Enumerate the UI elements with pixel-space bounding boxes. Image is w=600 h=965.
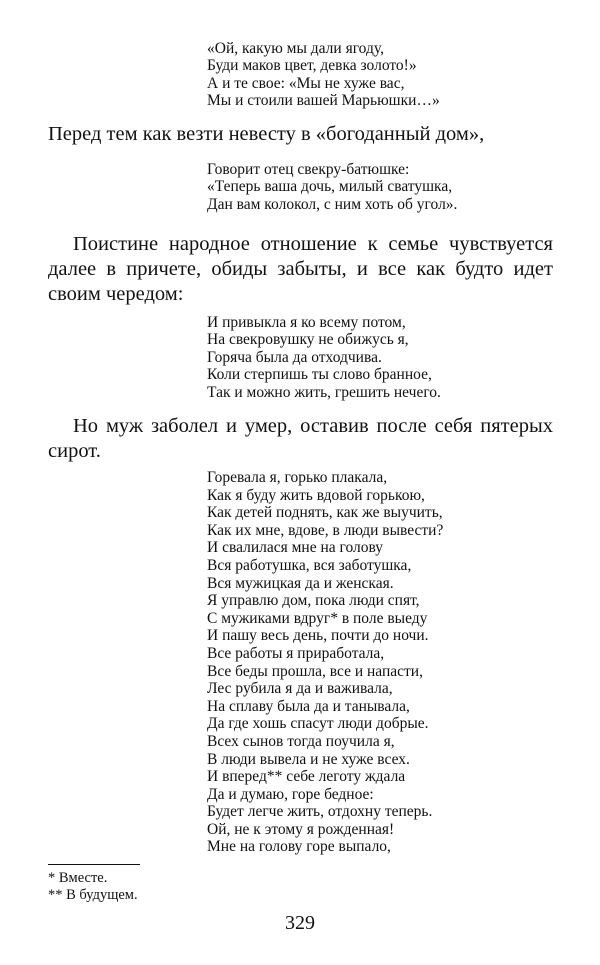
page-number: 329 <box>285 912 315 934</box>
verse-line: «Ой, какую мы дали ягоду, <box>207 40 384 57</box>
verse-line: А и те свое: «Мы не хуже вас, <box>207 74 405 92</box>
verse-line: Мы и стоили вашей Марьюшки…» <box>207 92 440 110</box>
verse-line: И пашу весь день, почти до ночи. <box>207 627 429 645</box>
verse-line: Дан вам колокол, с ним хоть об угол». <box>207 195 458 213</box>
prose-paragraph: Но муж заболел и умер, оставив после себя пятерых сирот. <box>48 415 553 462</box>
verse-line: Как их мне, вдове, в люди вывести? <box>207 521 444 539</box>
verse-line: Все беды прошла, все и напасти, <box>207 662 423 680</box>
verse-line: Как я буду жить вдовой горькою, <box>207 486 425 504</box>
verse-line: Коли стерпишь ты слово бранное, <box>207 366 432 384</box>
verse-line: На свекровушку не обижусь я, <box>207 331 409 349</box>
verse-block-3 <box>207 314 441 401</box>
verse-line: На сплаву была да и танывала, <box>207 697 410 715</box>
verse-line: Горевала я, горько плакала, <box>207 469 388 486</box>
verse-line: Говорит отец свекру-батюшке: <box>207 161 410 178</box>
verse-line: Лес рубила я да и важивала, <box>207 680 393 698</box>
verse-line: Я управлю дом, пока люди спят, <box>207 592 420 610</box>
verse-line: Будет легче жить, отдохну теперь. <box>207 803 433 821</box>
verse-line: В люди вывела и не хуже всех. <box>207 750 410 768</box>
verse-block-1 <box>207 40 440 110</box>
verse-line: И вперед** себе леготу ждала <box>207 768 406 786</box>
verse-line: С мужиками вдруг* в поле выеду <box>207 609 428 627</box>
verse-line: Мне на голову горе выпало, <box>207 838 391 856</box>
verse-line: Ой, не к этому я рожденная! <box>207 820 395 838</box>
footnote: ** В будущем. <box>48 887 138 903</box>
verse-line: «Теперь ваша дочь, милый сватушка, <box>207 178 453 196</box>
prose-paragraph: Поистине народное отношение к семье чувствуется далее в причете, обиды забыты, и все как будто идет своим чередом: <box>48 233 553 305</box>
verse-line: Всех сынов тогда поучила я, <box>207 732 395 750</box>
footnote: * Вместе. <box>48 870 108 886</box>
verse-line: Буди маков цвет, девка золото!» <box>207 57 417 75</box>
prose-line: Перед тем как везти невесту в «богоданный дом», <box>48 123 485 145</box>
verse-line: И привыкла я ко всему потом, <box>207 314 406 331</box>
verse-line: Горяча была да отходчива. <box>207 348 382 366</box>
verse-line: Так и можно жить, грешить нечего. <box>207 383 441 401</box>
verse-line: Да где хошь спасут люди добрые. <box>207 715 429 733</box>
verse-line: И свалилася мне на голову <box>207 539 384 557</box>
verse-line: Да и думаю, горе бедное: <box>207 785 374 803</box>
verse-block-4 <box>207 469 443 856</box>
verse-line: Вся мужицкая да и женская. <box>207 574 394 592</box>
footnote-rule <box>48 864 140 865</box>
footnotes <box>48 870 138 904</box>
verse-line: Все работы я приработала, <box>207 644 385 662</box>
verse-block-2 <box>207 161 457 213</box>
verse-line: Как детей поднять, как же выучить, <box>207 504 443 522</box>
verse-line: Вся работушка, вся заботушка, <box>207 556 412 574</box>
